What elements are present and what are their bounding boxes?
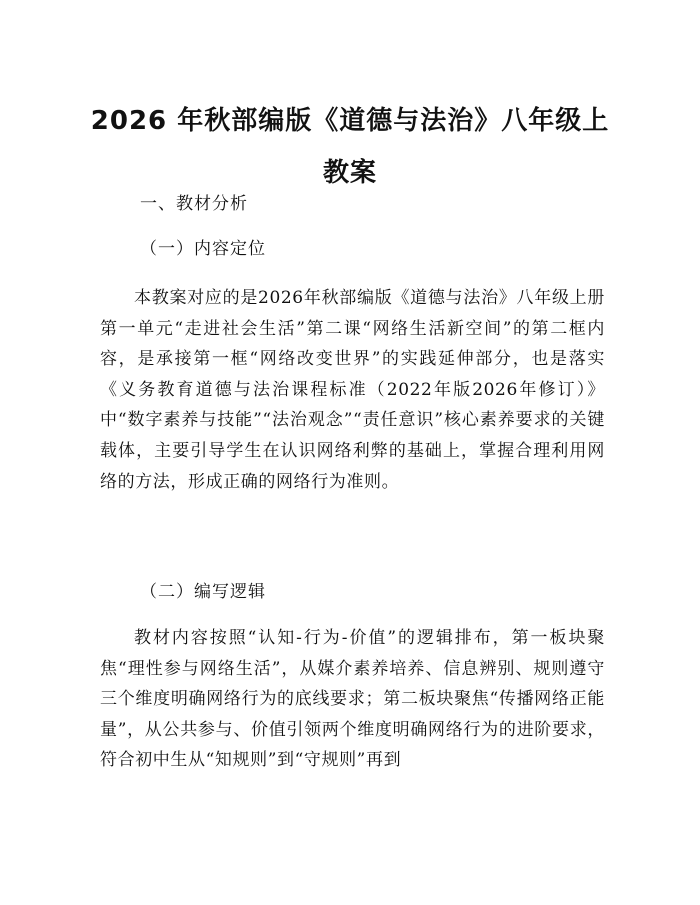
subsection-heading-content-positioning: （一）内容定位 [140, 239, 266, 259]
subsection-heading-writing-logic: （二）编写逻辑 [140, 582, 266, 602]
paragraph-writing-logic: 教材内容按照“认知-行为-价值”的逻辑排布，第一板块聚焦“理性参与网络生活”，从媒介素养培养、信息辨别、规则遵守三个维度明确网络行为的底线要求；第二板块聚焦“传播网络正能量”，从公共参与、价值引领两个维度明确网络行为的进阶要求，符合初中生从“知规则”到“守规则”再到 [100, 628, 605, 771]
document-title: 2026 年秋部编版《道德与法治》八年级上教案 [90, 106, 610, 189]
section-heading-textbook-analysis: 一、教材分析 [140, 194, 248, 214]
paragraph-content-positioning: 本教案对应的是2026年秋部编版《道德与法治》八年级上册第一单元“走进社会生活”第二课“网络生活新空间”的第二框内容，是承接第一框“网络改变世界”的实践延伸部分，也是落实《义务教育道德与法治课程标准（2022年版2026年修订）》中“数字素养与技能”“法治观念”“责任意识”核心素养要求的关键载体，主要引导学生在认识网络利弊的基础上，掌握合理利用网络的方法，形成正确的网络行为准则。 [100, 288, 605, 492]
